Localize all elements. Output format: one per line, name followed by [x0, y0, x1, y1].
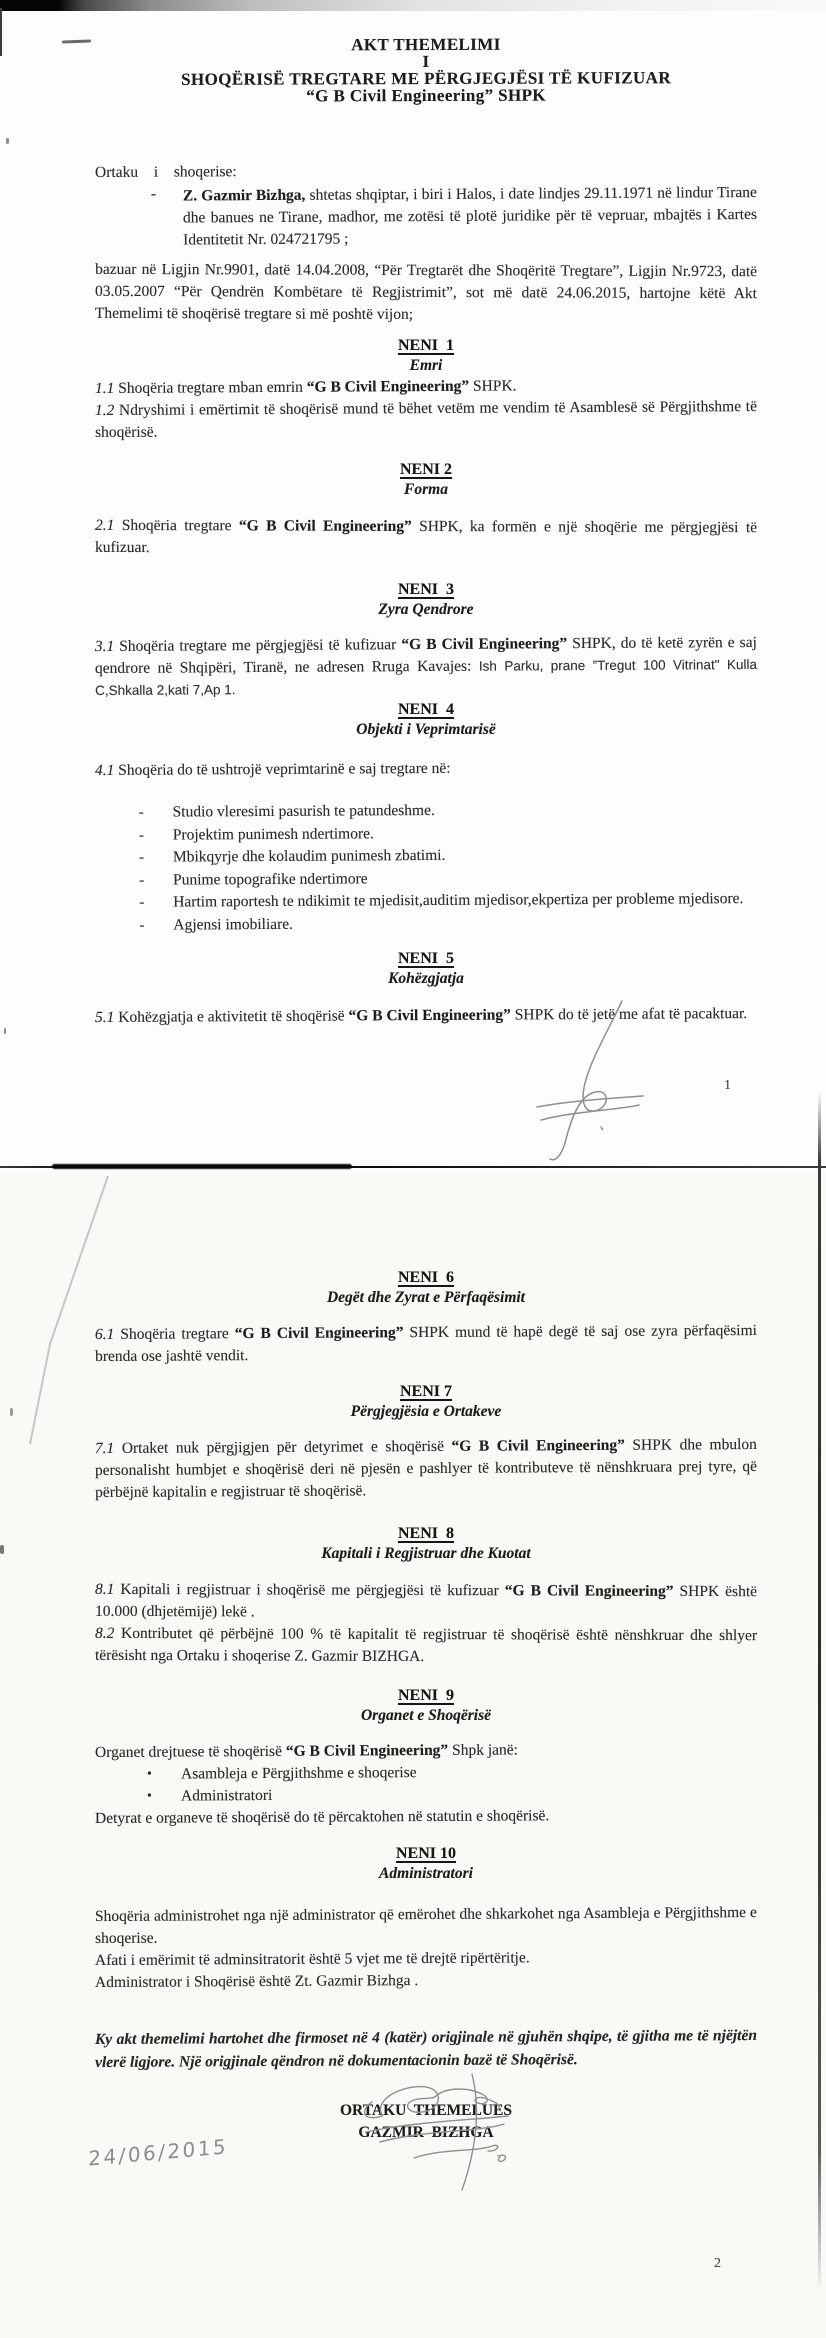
text-run: 7.1 [94, 1439, 115, 1458]
section-number: NENI 1 [397, 337, 454, 354]
section-heading [95, 949, 757, 969]
section-heading [95, 460, 757, 480]
handwritten-date: 24/06/2015 [88, 2134, 229, 2171]
section-number: NENI 9 [397, 1687, 454, 1704]
section-heading [95, 700, 757, 720]
section-number: NENI 6 [397, 1269, 454, 1286]
founder-role-label: ORTAKU THEMELUES [340, 2102, 512, 2119]
activity-text: Punime topografike ndertimore [173, 869, 368, 889]
partner-item [95, 182, 757, 252]
initials-signature-scribble [525, 995, 655, 1165]
text-run: 3.1 [94, 637, 115, 656]
text-run: SHPK është 10.000 (dhjetëmijë) lekë . [94, 1582, 758, 1621]
text-run: “G B Civil Engineering” [285, 1741, 449, 1760]
partner-label: Ortaku i shoqerise: [94, 163, 237, 182]
section-number: NENI 7 [399, 1383, 452, 1400]
section-heading [95, 1844, 757, 1864]
list-dash: - [138, 803, 144, 821]
bullet-dot: • [146, 1788, 152, 1804]
text-run: 4.1 [94, 761, 115, 780]
list-dash: - [150, 185, 157, 203]
text-run: “G B Civil Engineering” [306, 377, 470, 396]
section-subtitle: Kapitali i Regjistruar dhe Kuotat [321, 1545, 531, 1562]
title-line: AKT THEMELIMI [351, 34, 501, 55]
text-run: “G B Civil Engineering” [234, 1324, 404, 1343]
section-number: NENI 2 [399, 461, 452, 478]
text-run: Shpk janë: [448, 1741, 518, 1759]
text-run: 2.1 [95, 516, 115, 534]
section-neni-10 [95, 1844, 757, 1992]
text-run: SHPK do të jetë me afat të pacaktuar. [510, 1005, 748, 1024]
section-neni-8 [95, 1524, 757, 1668]
section-number: NENI 8 [397, 1525, 454, 1542]
activity-text: Hartim raportesh te ndikimit te mjedisit,auditim mjedisor,ekpertiza per probleme mjedisore. [173, 890, 744, 911]
administrator-line: Shoqëria administrohet nga një administrator që emërohet dhe shkarkohet nga Asambleja e Përgjithshme e shoqerise. [94, 1903, 757, 1948]
section-number: NENI 10 [395, 1845, 456, 1862]
text-run: 6.1 [94, 1325, 115, 1344]
section-neni-4 [95, 700, 757, 935]
section-subtitle: Emri [409, 357, 443, 374]
section-number: NENI 4 [397, 701, 454, 718]
scan-speck [4, 1028, 6, 1034]
text-run: “G B Civil Engineering” [238, 517, 412, 535]
page-corner-fold-line [12, 1172, 122, 1452]
section-subtitle: Administratori [379, 1865, 473, 1882]
text-run: “G B Civil Engineering” [348, 1006, 511, 1025]
text-run: Ish Parku, prane ”Tregut 100 Vitrinat" Kulla C,Shkalla 2,kati 7,Ap 1. [95, 656, 758, 699]
section-subtitle: Degët dhe Zyrat e Përfaqësimit [326, 1289, 525, 1306]
legal-basis-paragraph: bazuar në Ligjin Nr.9901, datë 14.04.2008, “Për Tregtarët dhe Shoqëritë Tregtare”, Ligjin Nr.9723, datë 03.05.2007 “Për Qendrën Kombëtare të Regjistrimit”, sot më datë 24.06.2015, hartojne këtë Akt Themelimi të shoqërisë tregtare si më poshtë vijon; [94, 260, 758, 323]
section-neni-5 [95, 949, 757, 1027]
title-line: “G B Civil Engineering” SHPK [306, 85, 547, 106]
section-subtitle: Forma [404, 481, 448, 498]
paragraph-1-2 [95, 396, 757, 444]
activities-list [95, 798, 758, 937]
section-subtitle: Përgjegjësia e Ortakeve [350, 1403, 502, 1420]
page-number: 1 [724, 1078, 731, 1093]
text-run: SHPK, do të ketë zyrën e saj qendrore në Shqipëri, Tiranë, ne adresen Rruga Kavajes: [94, 633, 757, 678]
governing-bodies-outro: Detyrat e organeve të shoqërisë do të përcaktohen në statutin e shoqërisë. [94, 1807, 550, 1828]
activity-item [95, 910, 757, 937]
list-dash: - [138, 826, 145, 844]
text-run: Shoqëria tregtare mban emrin [114, 378, 307, 397]
paragraph-8-1 [95, 1579, 757, 1625]
text-run: Kontributet që përbëjnë 100 % të kapitalit të regjistruar të shoqërisë është nënshkruar dhe shlyer tërësisht nga Ortaku i shoqerise Z. Gazmir BIZHGA. [94, 1624, 758, 1665]
text-run: 8.2 [95, 1624, 115, 1642]
paragraph-3-1 [95, 632, 757, 702]
paragraph-2-1 [95, 515, 757, 561]
partner-description [183, 182, 757, 252]
bullet-dot: • [146, 1766, 152, 1782]
section-subtitle: Zyra Qendrore [378, 601, 474, 618]
section-neni-9 [95, 1686, 757, 1828]
founder-signature-scribble [352, 2072, 537, 2192]
scan-edge-artifact [818, 1092, 821, 2292]
governing-body-text: Administratori [180, 1786, 273, 1805]
scan-speck [6, 138, 9, 144]
scan-speck [0, 1545, 4, 1554]
section-number: NENI 3 [397, 581, 454, 598]
section-subtitle: Organet e Shoqërisë [360, 1707, 492, 1724]
list-dash: - [139, 916, 145, 934]
activity-text: Studio vleresimi pasurish te patundeshme. [172, 801, 435, 821]
document-title [95, 0, 757, 105]
page-divider [0, 1163, 826, 1170]
text-run: Ndryshimi i emërtimit të shoqërisë mund të bëhet vetëm me vendim të Asamblesë së Përgjithshme të shoqërisë. [95, 397, 757, 442]
text-run: Kapitali i regjistruar i shoqërisë me përgjegjësi të kufizuar [114, 1580, 505, 1600]
section-heading [95, 580, 757, 600]
section-heading [95, 1686, 757, 1706]
section-number: NENI 5 [397, 950, 454, 967]
section-neni-3 [95, 580, 757, 700]
text-run: SHPK dhe mbulon personalisht humbjet e shoqërisë deri në pjesën e pashlyer të kontributeve të nënshkruara prej tyre, që përbëjnë kapitalin e regjistruar të shoqërisë. [94, 1435, 758, 1502]
section-subtitle: Kohëzgjatja [388, 970, 464, 987]
list-dash: - [138, 848, 145, 866]
administrator-line: Administrator i Shoqërisë është Zt. Gazmir Bizhga . [94, 1972, 419, 1992]
paragraph-6-1 [95, 1320, 757, 1368]
text-run: Ortaket nuk përgjigjen për detyrimet e shoqërisë [114, 1437, 452, 1457]
page-1 [0, 0, 826, 1166]
divider-shadow [52, 1164, 352, 1169]
section-neni-6 [95, 1268, 757, 1366]
closing-statement: Ky akt themelimi hartohet dhe firmoset në 4 (katër) origjinale në gjuhën shqipe, të gjitha me të njëjtën vlerë ligjore. Një origjinale qëndron në dokumentacionin bazë të Shoqërisë. [94, 2026, 757, 2072]
text-run: SHPK, ka formën e një shoqërie me përgjegjësi të kufizuar. [94, 517, 758, 557]
text-run: 8.1 [95, 1580, 115, 1598]
section-heading [95, 336, 757, 356]
title-line: I [422, 51, 430, 72]
paragraph-7-1 [95, 1434, 757, 1504]
section-heading [95, 1382, 757, 1402]
text-run: Shoqëria do të ushtrojë veprimtarinë e saj tregtare në: [114, 759, 451, 779]
text-run: 1.2 [94, 401, 115, 420]
partner-name: Z. Gazmir Bizhga, [182, 186, 306, 205]
text-run: 5.1 [94, 1008, 115, 1027]
text-run: Organet drejtuese të shoqërisë [94, 1742, 286, 1762]
governing-body-text: Asambleja e Përgjithshme e shoqerise [180, 1764, 417, 1783]
text-run: “G B Civil Engineering” [451, 1436, 625, 1455]
founder-name-label: GAZMIR BIZHGA [358, 2124, 494, 2141]
text-run: “G B Civil Engineering” [401, 635, 568, 654]
section-neni-7 [95, 1382, 757, 1502]
scan-edge-artifact [0, 0, 826, 11]
scan-edge-artifact [0, 8, 2, 56]
section-neni-2 [95, 460, 757, 560]
section-neni-1 [95, 336, 757, 442]
list-dash: - [139, 893, 145, 911]
paragraph-8-2 [95, 1623, 757, 1669]
text-run: SHPK. [469, 377, 517, 395]
partner-details: shtetas shqiptar, i biri i Halos, i date lindjes 29.11.1971 në lindur Tirane dhe banues ne Tirane, madhor, me zotësi të plotë juridike për të vepruar, mbajtës i Kartes Identitetit Nr. 024721795 ; [182, 183, 758, 249]
text-run: Kohëzgjatja e aktivitetit të shoqërisë [114, 1007, 349, 1026]
activity-text: Projektim punimesh ndertimore. [172, 824, 374, 844]
section-heading [95, 1524, 757, 1544]
paragraph-5-1 [95, 1003, 757, 1029]
text-run: SHPK mund të hapë degë të saj ose zyra përfaqësimi brenda ose jashtë vendit. [95, 1321, 757, 1366]
activity-text: Agjensi imobiliare. [173, 915, 294, 934]
section-heading [95, 1268, 757, 1288]
section-subtitle: Objekti i Veprimtarisë [356, 721, 496, 738]
page-number: 2 [714, 2256, 721, 2271]
title-line: SHOQËRISË TREGTARE ME PËRGJEGJËSI TË KUFIZUAR [181, 68, 672, 89]
text-run: “G B Civil Engineering” [504, 1582, 674, 1600]
text-run: Shoqëria tregtare [114, 1325, 235, 1343]
activity-text: Mbikqyrje dhe kolaudim punimesh zbatimi. [172, 846, 446, 866]
text-run: 1.1 [94, 379, 115, 398]
list-dash: - [139, 871, 145, 889]
text-run: Shoqëria tregtare [114, 516, 239, 535]
text-run: Shoqëria tregtare me përgjegjësi të kufizuar [114, 636, 402, 655]
administrator-line: Afati i emërimit të adminsitratorit është 5 vjet me të drejtë ripërtëritje. [94, 1949, 530, 1970]
paragraph-4-1 [95, 756, 757, 782]
